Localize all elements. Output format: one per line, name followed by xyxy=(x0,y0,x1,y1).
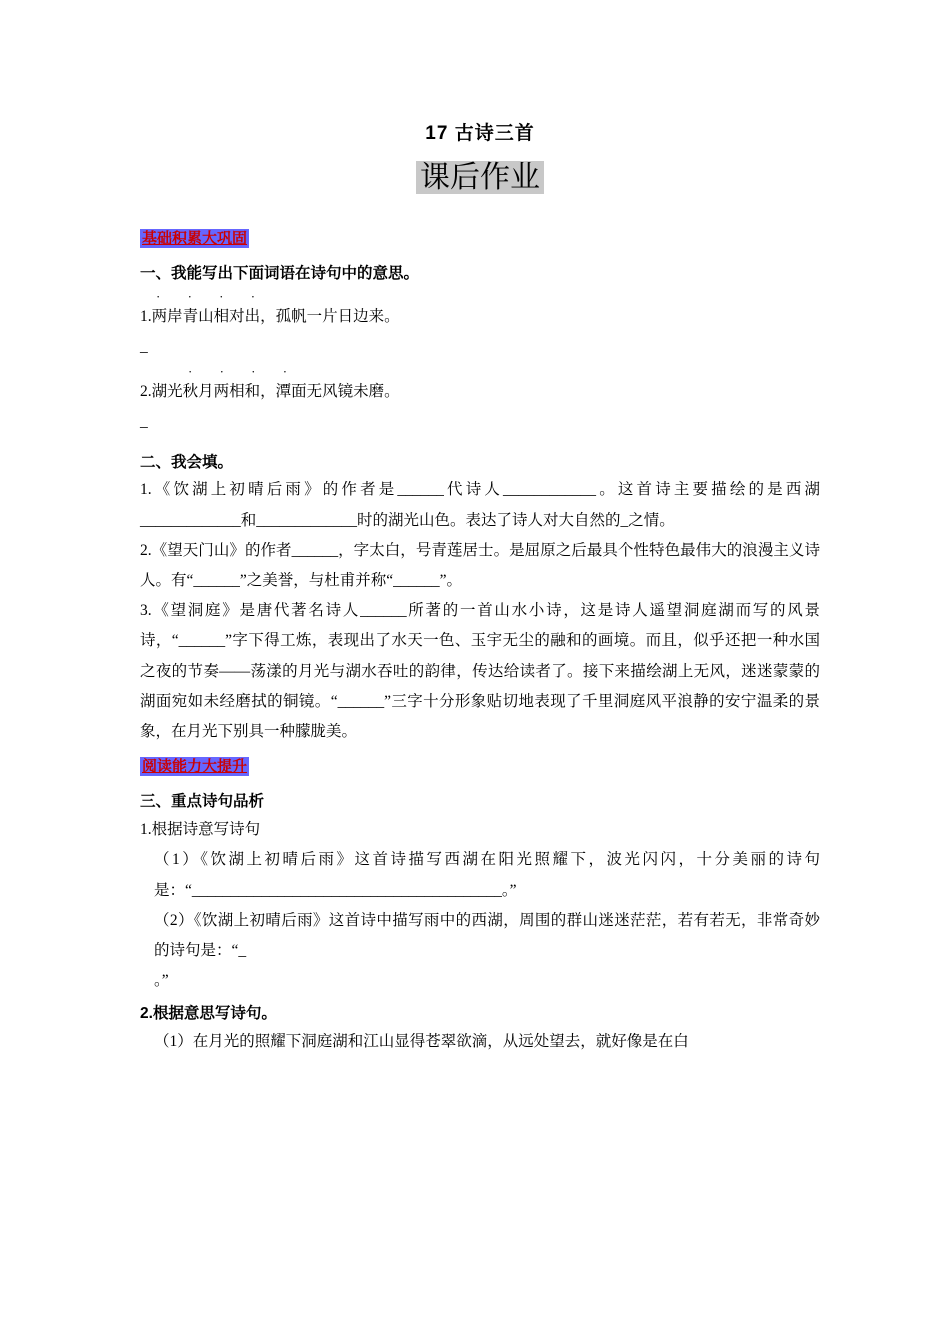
answer-blank-2[interactable]: _ xyxy=(140,413,148,431)
question-2-item-2: 2.《望天门山》的作者______，字太白，号青莲居士。是屈原之后最具个性特色最伟大的浪漫主义诗人。有“______”之美誉，与杜甫并称“______”。 xyxy=(140,541,820,589)
document-content xyxy=(140,0,820,1057)
section-banner-basics xyxy=(140,227,820,248)
page-subtitle-highlight: 课后作业 xyxy=(416,161,544,194)
question-1-item-2: 2.湖光秋月两相和，潭面无风镜未磨。 xyxy=(140,383,400,401)
section-banner-reading-text: 阅读能力大提升 xyxy=(142,758,248,776)
question-4-head: 2.根据意思写诗句。 xyxy=(140,1005,277,1023)
dot-marks-1: · · · · xyxy=(156,289,268,305)
question-3-item-3: （2）《饮湖上初晴后雨》这首诗中描写雨中的西湖，周围的群山迷迷茫茫，若有若无，非常奇妙的诗句是：“_ xyxy=(154,911,820,959)
question-1-head: 一、我能写出下面词语在诗句中的意思。 xyxy=(140,264,420,282)
question-2-item-1: 1.《饮湖上初晴后雨》的作者是______代诗人____________。这首诗主要描绘的是西湖_____________和_____________时的湖光山色。表达了诗人对大自然的_之情。 xyxy=(140,481,820,529)
section-banner-basics-text: 基础积累大巩固 xyxy=(142,229,248,247)
question-2-head: 二、我会填。 xyxy=(140,453,234,471)
question-2-item-3: 3.《望洞庭》是唐代著名诗人______所著的一首山水小诗，这是诗人遥望洞庭湖而写的风景诗，“______”字下得工炼，表现出了水天一色、玉宇无尘的融和的画境。而且，似乎还把一种水国之夜的节奏——荡漾的月光与湖水吞吐的韵律，传达给读者了。接下来描绘湖上无风，迷迷蒙蒙的湖面宛如未经磨拭的铜镜。“______”三字十分形象贴切地表现了千里洞庭风平浪静的安宁温柔的景象，在月光下别具一种朦胧美。 xyxy=(140,602,820,741)
question-1-item-1: 1.两岸青山相对出，孤帆一片日边来。 xyxy=(140,308,400,326)
question-4-item-1: （1）在月光的照耀下洞庭湖和江山显得苍翠欲滴，从远处望去，就好像是在白 xyxy=(154,1033,689,1051)
page-subtitle xyxy=(140,159,820,197)
question-3-item-2: （1）《饮湖上初晴后雨》这首诗描写西湖在阳光照耀下，波光闪闪，十分美丽的诗句是：“________________________________________。” xyxy=(154,851,820,899)
section-banner-reading xyxy=(140,755,820,776)
question-3-head: 三、重点诗句品析 xyxy=(140,793,265,811)
page-title: 17 古诗三首 xyxy=(425,123,535,144)
question-3-item-4: 。” xyxy=(154,972,169,990)
dot-marks-2: · · · · xyxy=(188,364,300,380)
question-3-item-1: 1.根据诗意写诗句 xyxy=(140,821,261,839)
answer-blank-1[interactable]: _ xyxy=(140,337,148,355)
